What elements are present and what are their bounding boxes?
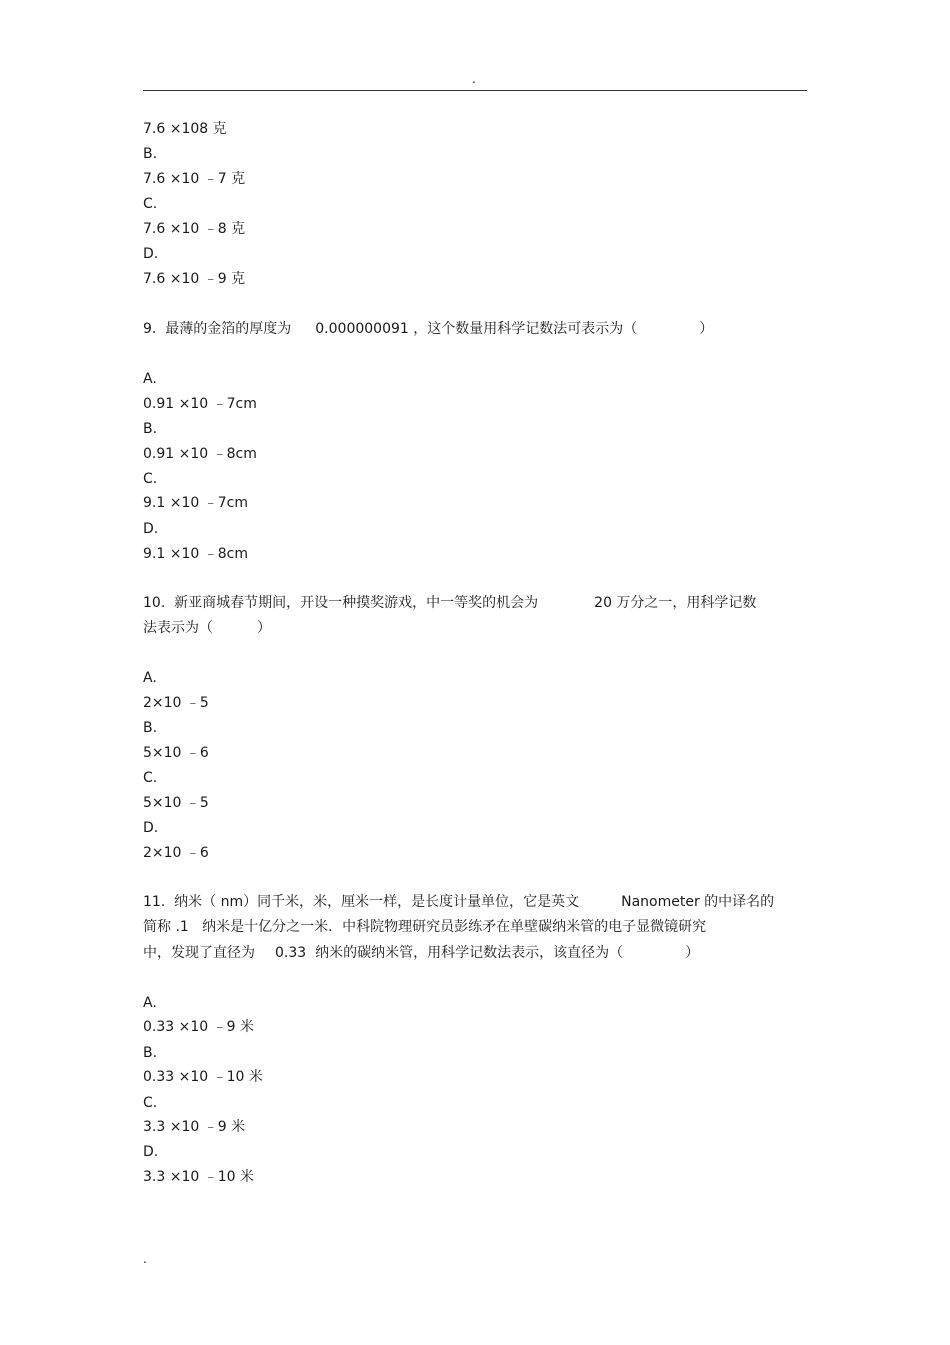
footer-mark: .: [143, 1252, 147, 1266]
q10-stem-line2: [143, 619, 271, 637]
q11-option-c-label: C.: [143, 1095, 158, 1111]
q10-option-b-label: B.: [143, 720, 158, 736]
q11-option-d-value: 3.3 ×10 ﹣10 米: [143, 1169, 254, 1185]
q10-option-c-label: C.: [143, 770, 158, 786]
q11-stem-part2: Nanometer 的中译名的: [621, 894, 775, 910]
q9-option-d-value: 9.1 ×10 ﹣8cm: [143, 546, 248, 562]
q8-option-b-value: 7.6 ×10 ﹣7 克: [143, 171, 246, 187]
q11-stem-line1: [143, 893, 774, 911]
q8-option-a-value: 7.6 ×108 克: [143, 121, 227, 137]
q9-option-c-value: 9.1 ×10 ﹣7cm: [143, 495, 248, 511]
q10-stem-line1: [143, 594, 756, 612]
q10-option-a-label: A.: [143, 670, 157, 686]
q10-stem-part2: 20 万分之一，用科学记数: [594, 595, 757, 611]
q11-stem-part1: 11. 纳米（ nm）同千米，米，厘米一样，是长度计量单位，它是英文: [143, 894, 580, 910]
q10-stem-part1: 10. 新亚商城春节期间，开设一种摸奖游戏，中一等奖的机会为: [143, 595, 539, 611]
q9-option-a-value: 0.91 ×10 ﹣7cm: [143, 396, 257, 412]
q10-option-d-value: 2×10 ﹣6: [143, 845, 209, 861]
q9-option-c-label: C.: [143, 471, 158, 487]
header-mark: .: [472, 72, 476, 86]
q9-option-d-label: D.: [143, 521, 159, 537]
q11-option-a-value: 0.33 ×10 ﹣9 米: [143, 1019, 254, 1035]
q11-stem-line3: [143, 944, 699, 962]
q11-option-a-label: A.: [143, 995, 157, 1011]
q11-stem-line3-part3: ）: [685, 945, 700, 961]
q9-stem-part3: ）: [699, 321, 714, 337]
q11-option-c-value: 3.3 ×10 ﹣9 米: [143, 1119, 246, 1135]
q9-option-b-label: B.: [143, 421, 158, 437]
q10-option-a-value: 2×10 ﹣5: [143, 695, 209, 711]
q9-stem: [143, 320, 713, 338]
q10-option-d-label: D.: [143, 820, 159, 836]
q8-option-d-label: D.: [143, 246, 159, 262]
q9-option-a-label: A.: [143, 371, 157, 387]
q11-stem-line3-part1: 中，发现了直径为: [143, 945, 255, 961]
q9-stem-part1: 9. 最薄的金箔的厚度为: [143, 321, 292, 337]
q8-option-d-value: 7.6 ×10 ﹣9 克: [143, 271, 246, 287]
q10-stem-line2-part2: ）: [257, 620, 271, 636]
q11-option-d-label: D.: [143, 1144, 159, 1160]
q11-option-b-value: 0.33 ×10 ﹣10 米: [143, 1069, 263, 1085]
q10-option-c-value: 5×10 ﹣5: [143, 795, 209, 811]
q8-option-c-label: C.: [143, 196, 158, 212]
q11-stem-line3-part2: 0.33 纳米的碳纳米管，用科学记数法表示，该直径为（: [275, 945, 624, 961]
q8-option-b-label: B.: [143, 146, 158, 162]
q8-option-c-value: 7.6 ×10 ﹣8 克: [143, 221, 246, 237]
q10-stem-line2-part1: 法表示为（: [143, 620, 213, 636]
q11-option-b-label: B.: [143, 1045, 158, 1061]
q10-option-b-value: 5×10 ﹣6: [143, 745, 209, 761]
q9-option-b-value: 0.91 ×10 ﹣8cm: [143, 446, 257, 462]
q11-stem-line2: 简称 .1 纳米是十亿分之一米．中科院物理研究员彭练矛在单壁碳纳米管的电子显微镜研究: [143, 919, 707, 935]
q9-stem-part2: 0.000000091 ，这个数量用科学记数法可表示为（: [315, 321, 638, 337]
header-rule: [143, 90, 807, 91]
